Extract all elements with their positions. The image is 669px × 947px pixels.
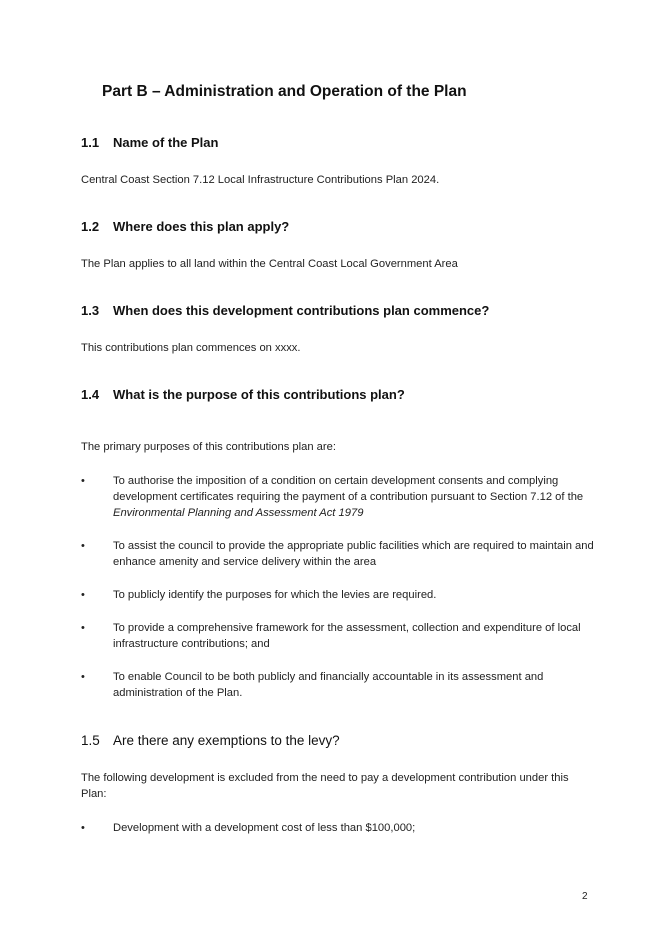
bullet-icon: • <box>81 622 85 634</box>
section-body-1-2: The Plan applies to all land within the Central Coast Local Government Area <box>81 258 458 270</box>
section-heading-1-2 <box>81 219 289 234</box>
list-item <box>81 820 596 836</box>
bullet-icon: • <box>81 589 85 601</box>
section-title: When does this development contributions plan commence? <box>113 303 490 318</box>
bullet-icon: • <box>81 540 85 552</box>
section-heading-1-3 <box>81 303 489 318</box>
section-heading-1-5 <box>81 733 340 748</box>
list-item <box>81 587 596 603</box>
act-title: Environmental Planning and Assessment Act 1979 <box>113 507 364 519</box>
list-item-text: Development with a development cost of less than $100,000; <box>113 822 416 834</box>
list-item <box>81 473 596 521</box>
section-title: Are there any exemptions to the levy? <box>113 733 340 748</box>
section-intro-1-4: The primary purposes of this contributions plan are: <box>81 441 336 453</box>
part-title: Part B – Administration and Operation of the Plan <box>102 83 467 100</box>
section-title: What is the purpose of this contributions plan? <box>113 387 405 402</box>
section-number: 1.2 <box>81 219 100 234</box>
section-title: Where does this plan apply? <box>113 219 290 234</box>
section-body-1-1: Central Coast Section 7.12 Local Infrastructure Contributions Plan 2024. <box>81 174 440 186</box>
section-intro-1-5: The following development is excluded from the need to pay a development contribution under this Plan: <box>81 772 569 800</box>
section-heading-1-4 <box>81 387 405 402</box>
section-number: 1.3 <box>81 303 100 318</box>
bullet-icon: • <box>81 671 85 683</box>
section-number: 1.4 <box>81 387 100 402</box>
list-item <box>81 538 596 570</box>
page-number: 2 <box>582 891 588 902</box>
list-item <box>81 669 596 701</box>
section-title: Name of the Plan <box>113 135 219 150</box>
bullet-icon: • <box>81 822 85 834</box>
list-item-text: To assist the council to provide the appropriate public facilities which are required to maintain and enhance amenity and service delivery within the area <box>113 540 594 568</box>
list-item-text: To authorise the imposition of a condition on certain development consents and complying development certificates requiring the payment of a contribution pursuant to Section 7.12 of the <box>113 475 584 503</box>
list-item-text: To provide a comprehensive framework for the assessment, collection and expenditure of local infrastructure contributions; and <box>113 622 581 650</box>
section-number: 1.1 <box>81 135 100 150</box>
section-body-1-3: This contributions plan commences on xxxx. <box>81 342 301 354</box>
section-heading-1-1 <box>81 135 218 150</box>
list-item-text: To publicly identify the purposes for which the levies are required. <box>113 589 437 601</box>
bullet-icon: • <box>81 475 85 487</box>
section-number: 1.5 <box>81 733 100 748</box>
list-item-text: To enable Council to be both publicly and financially accountable in its assessment and administration of the Plan. <box>113 671 544 699</box>
list-item <box>81 620 596 652</box>
